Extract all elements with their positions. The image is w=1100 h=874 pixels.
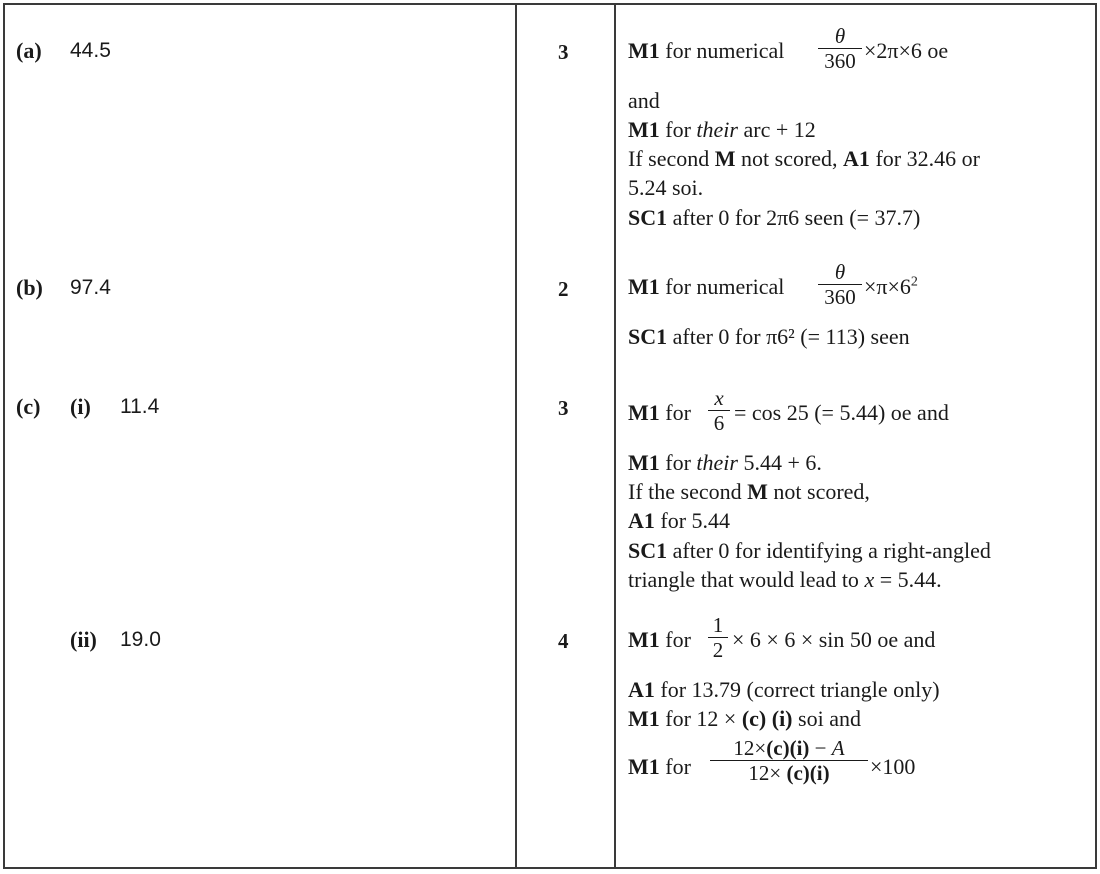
guidance-a-line3: M1 for their arc + 12 xyxy=(628,117,816,142)
column-divider-marks xyxy=(515,3,517,869)
guidance-a-line6: SC1 after 0 for 2π6 seen (= 37.7) xyxy=(628,205,921,230)
column-divider-guidance xyxy=(614,3,616,869)
sub-part-label-ci: (i) xyxy=(70,394,91,419)
guidance-ci-line3: If the second M not scored, xyxy=(628,479,870,504)
guidance-cii-line4-tail: ×100 xyxy=(870,754,916,779)
guidance-cii-line1: M1 for xyxy=(628,627,691,652)
guidance-b-line2: SC1 after 0 for π6² (= 113) seen xyxy=(628,324,910,349)
fraction-one-half: 1 2 xyxy=(708,614,728,661)
guidance-ci-line1-tail: = cos 25 (= 5.44) oe and xyxy=(734,400,949,425)
part-label-a: (a) xyxy=(16,38,42,63)
guidance-ci-line6: triangle that would lead to x = 5.44. xyxy=(628,567,942,592)
guidance-a-line2: and xyxy=(628,88,660,113)
answer-cii: 19.0 xyxy=(120,628,161,651)
marks-a: 3 xyxy=(558,40,569,64)
guidance-cii-line3: M1 for 12 × (c) (i) soi and xyxy=(628,706,861,731)
guidance-cii-line1-tail: × 6 × 6 × sin 50 oe and xyxy=(732,627,936,652)
fraction-theta-over-360-b: θ 360 xyxy=(818,261,862,308)
sub-part-label-cii: (ii) xyxy=(70,627,97,652)
guidance-cii-line4: M1 for xyxy=(628,754,691,779)
marks-ci: 3 xyxy=(558,396,569,420)
guidance-a-line4: If second M not scored, A1 for 32.46 or xyxy=(628,146,980,171)
mark-scheme-table xyxy=(3,3,1097,869)
guidance-cii-line2: A1 for 13.79 (correct triangle only) xyxy=(628,677,940,702)
marks-cii: 4 xyxy=(558,629,569,653)
guidance-a-line1: M1 for numerical xyxy=(628,38,785,63)
guidance-b-line1-tail: $\times\pi\times 6^2$ xyxy=(864,274,918,299)
marks-b: 2 xyxy=(558,277,569,301)
guidance-ci-line4: A1 for 5.44 xyxy=(628,508,731,533)
guidance-ci-line1: M1 for xyxy=(628,400,691,425)
answer-a: 44.5 xyxy=(70,39,111,62)
part-label-c: (c) xyxy=(16,394,41,419)
guidance-a-line5: 5.24 soi. xyxy=(628,175,704,200)
fraction-theta-over-360-a: θ 360 xyxy=(818,25,862,72)
answer-ci: 11.4 xyxy=(120,395,160,418)
answer-b: 97.4 xyxy=(70,276,111,299)
guidance-b-line1: M1 for numerical xyxy=(628,274,785,299)
guidance-a-line1-tail: ×2π×6 oe xyxy=(864,38,949,63)
fraction-x-over-6: x 6 xyxy=(708,387,730,434)
fraction-percentage-error: 12×(c)(i) − A 12× (c)(i) xyxy=(710,737,868,784)
guidance-ci-line2: M1 for their 5.44 + 6. xyxy=(628,450,822,475)
guidance-ci-line5: SC1 after 0 for identifying a right-angled xyxy=(628,538,991,563)
part-label-b: (b) xyxy=(16,275,43,300)
